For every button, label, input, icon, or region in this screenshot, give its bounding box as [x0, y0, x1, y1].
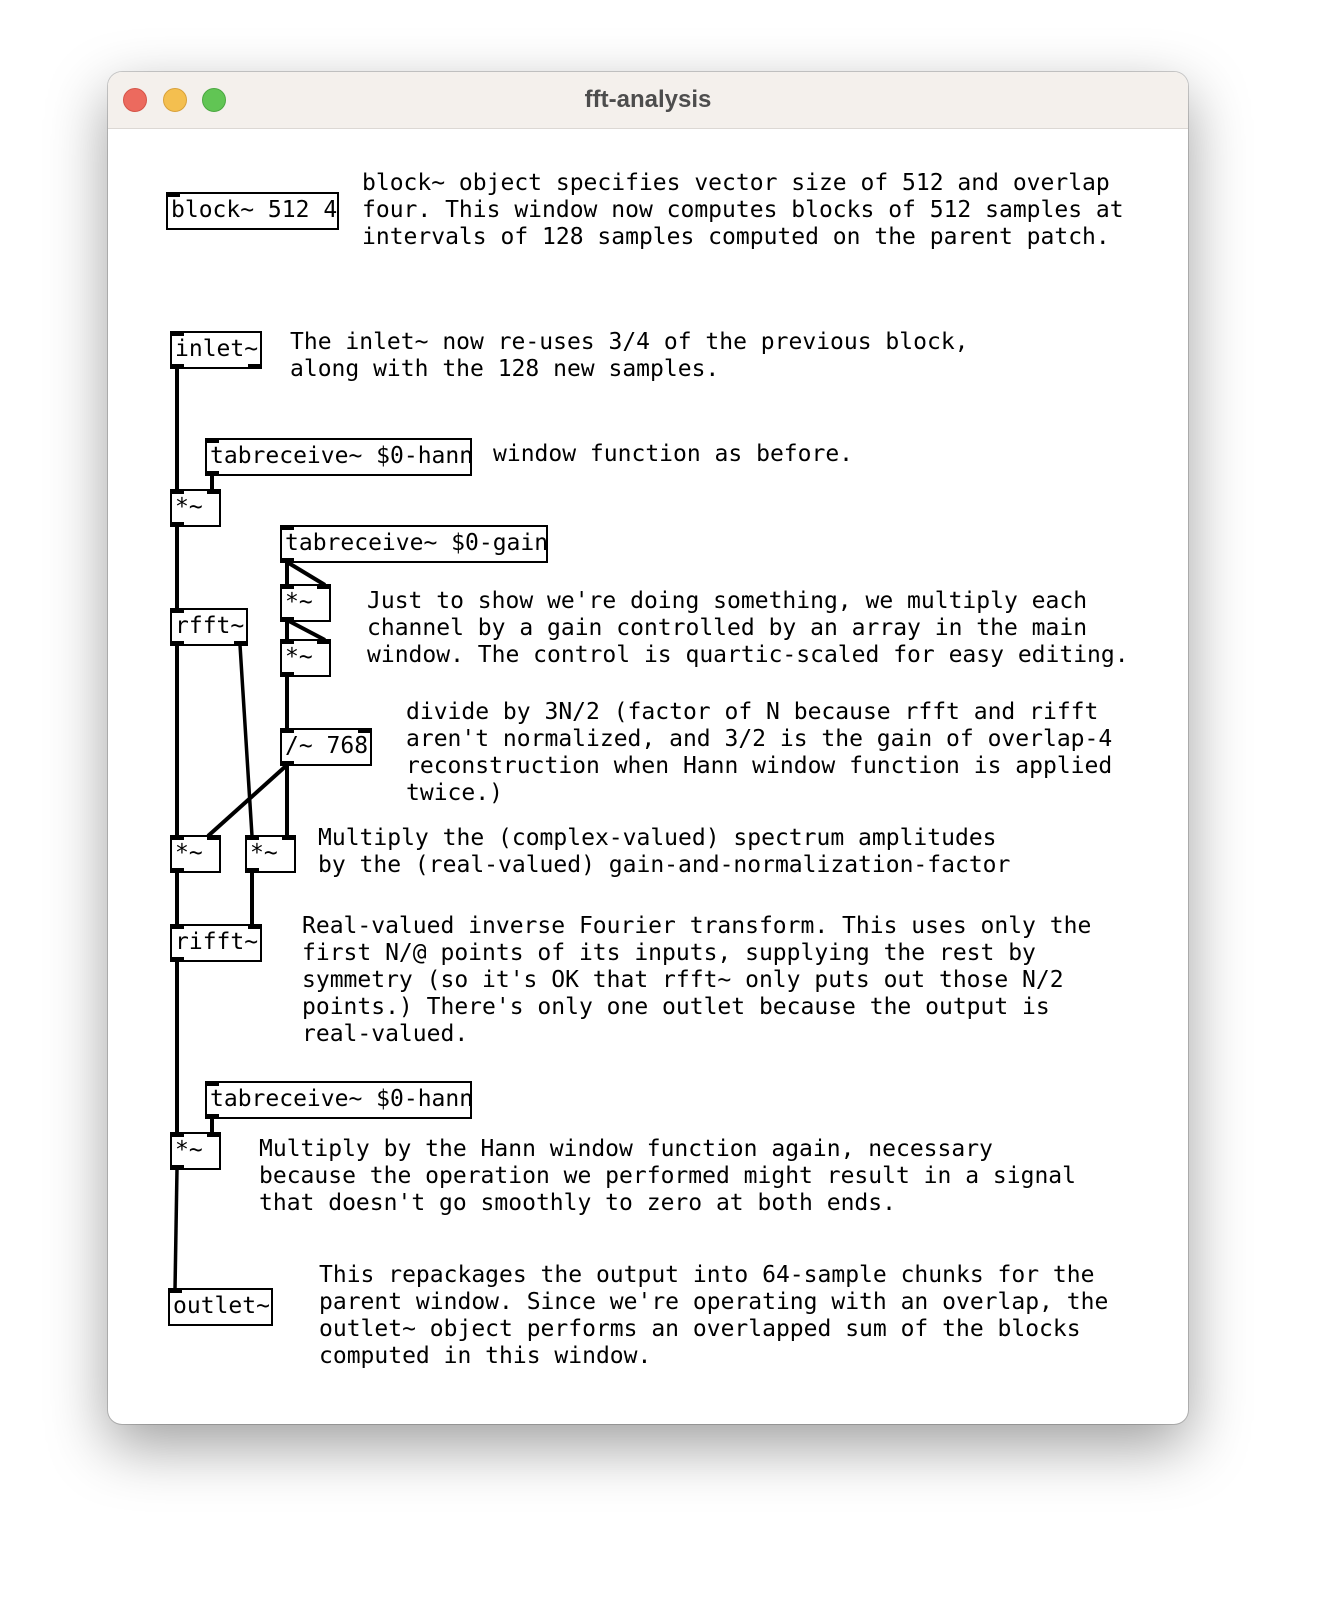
multiply-real-object[interactable]	[170, 835, 221, 873]
object-label: tabreceive~ $0-gain	[285, 530, 549, 556]
object-label: block~ 512 4	[171, 197, 338, 223]
multiply-gain-1-object[interactable]	[280, 584, 331, 622]
comment-hann: window function as before.	[493, 441, 854, 467]
tabreceive-hann-2-object[interactable]	[205, 1081, 472, 1119]
object-label: outlet~	[173, 1293, 270, 1319]
object-label: tabreceive~ $0-hann	[210, 443, 474, 469]
object-label: *~	[175, 1137, 203, 1163]
multiply-window-2-object[interactable]	[170, 1132, 221, 1170]
window-title: fft-analysis	[584, 86, 712, 113]
outlet-object[interactable]	[168, 1288, 273, 1326]
object-label: /~ 768	[285, 733, 369, 759]
object-label: *~	[285, 589, 313, 615]
object-label: rifft~	[175, 929, 259, 955]
comment-multiply-spectrum: Multiply the (complex-valued) spectrum amplitudes by the (real-valued) gain-and-normalization-factor	[318, 825, 1011, 878]
comment-inlet: The inlet~ now re-uses 3/4 of the previous block, along with the 128 new samples.	[290, 329, 969, 382]
object-label: *~	[175, 840, 203, 866]
tabreceive-hann-object[interactable]	[205, 438, 472, 476]
tabreceive-gain-object[interactable]	[280, 525, 548, 563]
comment-divide: divide by 3N/2 (factor of N because rfft and rifft aren't normalized, and 3/2 is the gain of overlap-4 reconstruction when Hann window function is applied twice.)	[406, 699, 1113, 806]
comment-hann-again: Multiply by the Hann window function again, necessary because the operation we performed might result in a signal that doesn't go smoothly to zero at both ends.	[259, 1136, 1076, 1216]
title-bar[interactable]	[108, 72, 1188, 129]
comment-gain: Just to show we're doing something, we multiply each channel by a gain controlled by an array in the main window. The control is quartic-scaled for easy editing.	[367, 588, 1129, 668]
object-label: tabreceive~ $0-hann	[210, 1086, 474, 1112]
comment-rifft: Real-valued inverse Fourier transform. This uses only the first N/@ points of its inputs, supplying the rest by symmetry (so it's OK that rfft~ only puts out those N/2 points.) There's only one outlet because the output is real-valued.	[302, 913, 1092, 1047]
multiply-gain-2-object[interactable]	[280, 639, 331, 677]
comment-block: block~ object specifies vector size of 512 and overlap four. This window now computes blocks of 512 samples at intervals of 128 samples computed on the parent patch.	[362, 170, 1124, 250]
rfft-object[interactable]	[170, 608, 248, 646]
rifft-object[interactable]	[170, 924, 262, 962]
object-label: *~	[175, 494, 203, 520]
multiply-window-object[interactable]	[170, 489, 221, 527]
object-label: inlet~	[175, 336, 259, 362]
block-object[interactable]	[166, 192, 339, 230]
multiply-imag-object[interactable]	[245, 835, 296, 873]
inlet-object[interactable]	[170, 331, 262, 369]
comment-outlet: This repackages the output into 64-sample chunks for the parent window. Since we're operating with an overlap, the outlet~ object performs an overlapped sum of the blocks computed in this window.	[319, 1262, 1109, 1369]
object-label: *~	[250, 840, 278, 866]
object-label: *~	[285, 644, 313, 670]
divide-768-object[interactable]	[280, 728, 372, 766]
object-label: rfft~	[175, 613, 245, 639]
